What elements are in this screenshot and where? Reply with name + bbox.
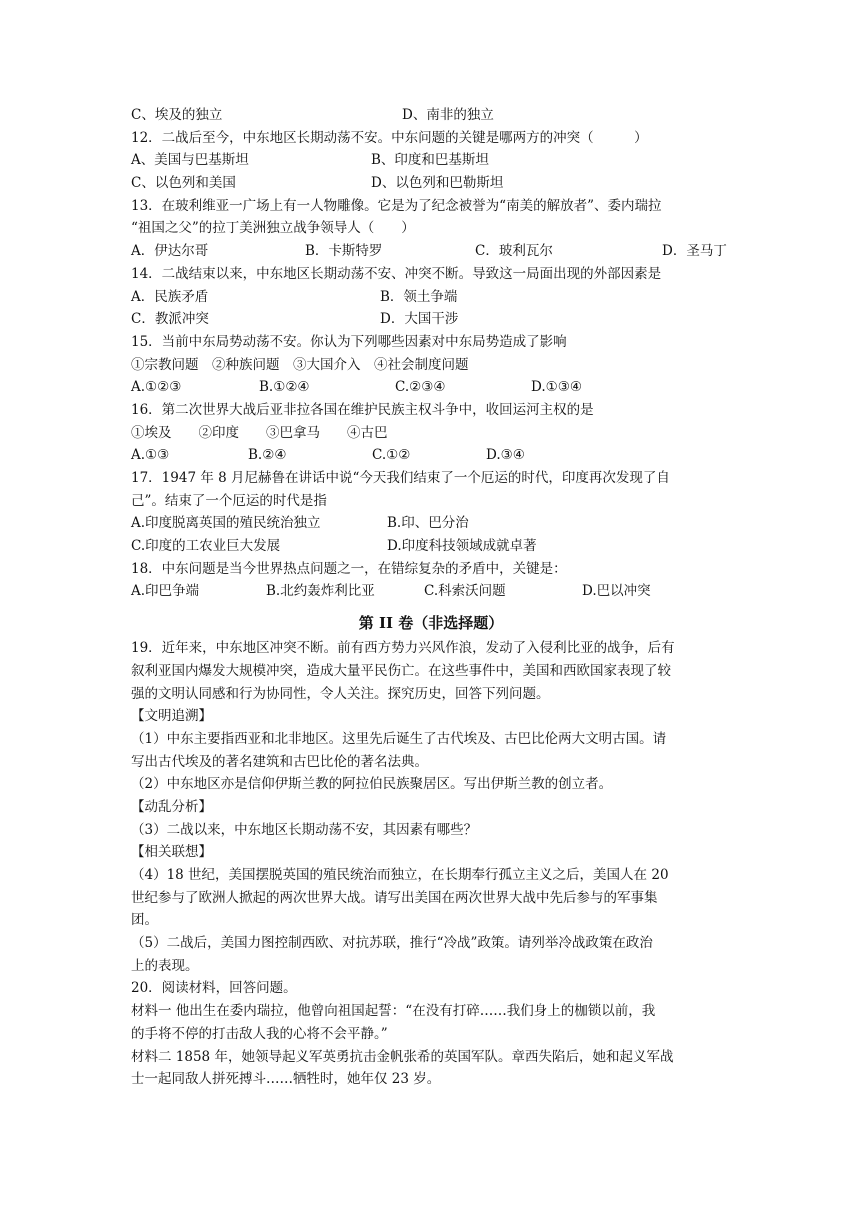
q16-options — [131, 444, 731, 467]
q18-options — [131, 580, 731, 603]
q19-heading-1: 【文明追溯】 — [131, 708, 212, 725]
q16-items: ①埃及 ②印度 ③巴拿马 ④古巴 — [131, 424, 388, 441]
q19-part1-line1: （1）中东主要指西亚和北非地区。这里先后诞生了古代埃及、古巴比伦两大文明古国。请 — [131, 730, 667, 747]
q19-part4-line1: （4）18 世纪，美国摆脱英国的殖民统治而独立，在长期奉行孤立主义之后，美国人在 20 — [131, 867, 669, 883]
q15-items: ①宗教问题 ②种族问题 ③大国介入 ④社会制度问题 — [131, 356, 469, 373]
q19-part4-line3: 团。 — [131, 912, 158, 929]
q18-option-b: B.北约轰炸利比亚 — [266, 583, 375, 600]
q12-option-d: D、以色列和巴勒斯坦 — [371, 175, 504, 192]
q14-option-a: A．民族矛盾 — [131, 288, 209, 305]
q18-option-c: C.科索沃问题 — [424, 583, 506, 600]
q19-part2: （2）中东地区亦是信仰伊斯兰教的阿拉伯民族聚居区。写出伊斯兰教的创立者。 — [131, 776, 613, 793]
q13-option-b: B．卡斯特罗 — [305, 243, 383, 260]
q13-options — [131, 240, 731, 263]
q12-stem: 12．二战后至今，中东地区长期动荡不安。中东问题的关键是哪两方的冲突（ ） — [131, 129, 648, 146]
q12-options-row1 — [131, 149, 731, 172]
q19-heading-3: 【相关联想】 — [131, 844, 212, 861]
q18-option-d: D.巴以冲突 — [582, 583, 651, 600]
q14-option-c: C．教派冲突 — [131, 311, 209, 328]
q19-heading-2: 【动乱分析】 — [131, 798, 212, 815]
q15-option-b: B.①②④ — [259, 379, 310, 396]
q15-option-d: D.①③④ — [531, 379, 582, 396]
q19-line2: 叙利亚国内爆发大规模冲突，造成大量平民伤亡。在这些事件中，美国和西欧国家表现了较 — [131, 662, 671, 679]
q14-option-d: D．大国干涉 — [380, 311, 459, 328]
q15-options — [131, 376, 731, 399]
q16-option-b: B.②④ — [248, 447, 287, 464]
q19-part1-line2: 写出古代埃及的著名建筑和古巴比伦的著名法典。 — [131, 753, 428, 770]
q16-option-d: D.③④ — [486, 447, 525, 464]
q18-option-a: A.印巴争端 — [131, 583, 200, 600]
q19-part5-line1: （5）二战后，美国力图控制西欧、对抗苏联，推行“冷战”政策。请列举冷战政策在政治 — [131, 935, 653, 952]
q17-stem-line1: 17．1947 年 8 月尼赫鲁在讲话中说“今天我们结束了一个厄运的时代，印度再次发现了自 — [131, 470, 670, 486]
q12-options-row2 — [131, 172, 731, 195]
q13-option-d: D．圣马丁 — [662, 243, 727, 260]
q20-material1-line2: 的手将不停的打击敌人我的心将不会平静。” — [131, 1025, 388, 1042]
q17-options-row1 — [131, 512, 731, 535]
q20-material1-line1: 材料一 他出生在委内瑞拉，他曾向祖国起誓：“在没有打碎……我们身上的枷锁以前，我 — [131, 1003, 656, 1020]
q17-stem-line2: 己”。结束了一个厄运的时代是指 — [131, 492, 327, 509]
q12-option-c: C、以色列和美国 — [131, 175, 236, 192]
q15-option-a: A.①②③ — [131, 379, 182, 396]
q17-option-c: C.印度的工农业巨大发展 — [131, 538, 281, 555]
q16-stem: 16．第二次世界大战后亚非拉各国在维护民族主权斗争中，收回运河主权的是 — [131, 401, 594, 418]
q19-part5-line2: 上的表现。 — [131, 957, 199, 974]
q13-option-c: C．玻利瓦尔 — [475, 243, 553, 260]
q20-material2-line2: 士一起同敌人拼死搏斗……牺牲时，她年仅 23 岁。 — [131, 1071, 441, 1088]
q17-option-b: B.印、巴分治 — [387, 515, 469, 532]
q16-option-c: C.①② — [372, 447, 411, 464]
q14-options-row1 — [131, 286, 731, 309]
q12-option-b: B、印度和巴基斯坦 — [371, 152, 489, 169]
q11-options — [131, 104, 731, 127]
q14-option-b: B．领土争端 — [380, 288, 458, 305]
q13-stem-line1: 13．在玻利维亚一广场上有一人物雕像。它是为了纪念被誉为“南美的解放者”、委内瑞拉 — [131, 197, 662, 214]
q19-line3: 强的文明认同感和行为协同性，令人关注。探究历史，回答下列问题。 — [131, 685, 550, 702]
q17-option-a: A.印度脱离英国的殖民统治独立 — [131, 515, 321, 532]
q20-material2-line1: 材料二 1858 年，她领导起义军英勇抗击金帆张希的英国军队。章西失陷后，她和起义军战 — [131, 1048, 674, 1065]
q12-option-a: A、美国与巴基斯坦 — [131, 152, 249, 169]
q20-stem: 20．阅读材料，回答问题。 — [131, 980, 297, 997]
exam-page — [131, 104, 731, 1091]
q17-option-d: D.印度科技领域成就卓著 — [387, 538, 537, 555]
section-2-title: 第 II 卷（非选择题） — [358, 614, 504, 633]
q13-option-a: A．伊达尔哥 — [131, 243, 209, 260]
q18-stem: 18．中东问题是当今世界热点问题之一，在错综复杂的矛盾中，关键是： — [131, 560, 567, 577]
q13-stem-line2: “祖国之父”的拉丁美洲独立战争领导人（ ） — [131, 220, 415, 237]
q19-line1: 19．近年来，中东地区冲突不断。前有西方势力兴风作浪，发动了入侵利比亚的战争，后有 — [131, 640, 675, 657]
q14-options-row2 — [131, 308, 731, 331]
q19-part4-line2: 世纪参与了欧洲人掀起的两次世界大战。请写出美国在两次世界大战中先后参与的军事集 — [131, 889, 658, 906]
q14-stem: 14．二战结束以来，中东地区长期动荡不安、冲突不断。导致这一局面出现的外部因素是 — [131, 265, 662, 282]
q15-stem: 15．当前中东局势动荡不安。你认为下列哪些因素对中东局势造成了影响 — [131, 333, 567, 350]
q17-options-row2 — [131, 535, 731, 558]
q11-option-d: D、南非的独立 — [402, 107, 494, 123]
q15-option-c: C.②③④ — [395, 379, 446, 396]
q19-part3: （3）二战以来，中东地区长期动荡不安，其因素有哪些？ — [131, 821, 478, 838]
q11-option-c: C、埃及的独立 — [131, 107, 223, 123]
q16-option-a: A.①③ — [131, 447, 170, 464]
